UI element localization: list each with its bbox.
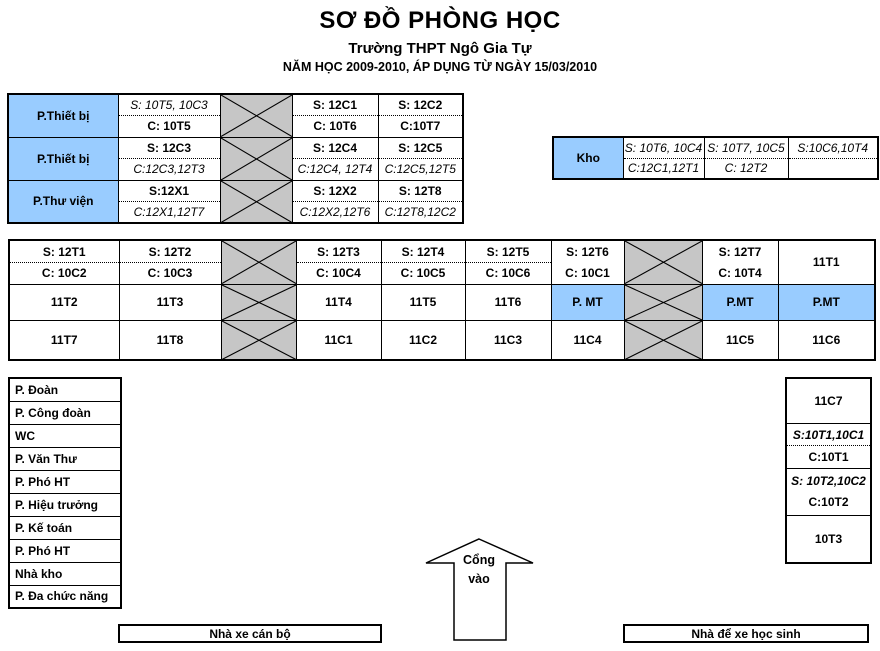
schedule-cell [551, 240, 624, 284]
gate-label [433, 551, 525, 589]
classroom-cell: 11T2 [9, 284, 119, 320]
schedule-cell [118, 137, 220, 180]
morning-schedule: S:10T1,10C1 [787, 424, 870, 446]
cross-pattern-icon [221, 95, 292, 137]
afternoon-schedule: C: 10C5 [400, 266, 446, 280]
classroom-cell: 11C4 [551, 320, 624, 360]
cross-pattern-icon [222, 285, 296, 320]
classroom-cell: 11C3 [465, 320, 551, 360]
office-item: P. Công đoàn [9, 401, 121, 424]
office-item: P. Đoàn [9, 378, 121, 401]
schedule-cell [702, 240, 778, 284]
classroom-cell: 10T3 [786, 515, 871, 563]
gate-label-line1: Cổng [463, 553, 495, 567]
classroom-cell: 11C7 [786, 378, 871, 423]
schedule-cell [118, 180, 220, 223]
afternoon-schedule: C:10T2 [808, 495, 849, 510]
afternoon-schedule: C:12X2,12T6 [299, 204, 371, 219]
morning-schedule: S: 12T3 [297, 241, 381, 263]
cross-pattern-icon [625, 321, 702, 360]
schedule-cell [296, 240, 381, 284]
schedule-cell [378, 94, 463, 137]
student-parking-box: Nhà để xe học sinh [623, 624, 869, 643]
afternoon-schedule: C:12C3,12T3 [133, 162, 205, 176]
school-name: Trường THPT Ngô Gia Tự [348, 40, 532, 57]
afternoon-schedule: C: 10T4 [718, 265, 762, 280]
blocked-cell [221, 320, 296, 360]
morning-schedule: S: 12C4 [293, 138, 378, 159]
page-title: SƠ ĐỒ PHÒNG HỌC [319, 7, 561, 34]
afternoon-schedule: C: 12T2 [724, 161, 768, 175]
afternoon-schedule: C: 10C1 [565, 265, 610, 280]
afternoon-schedule: C: 10C6 [485, 266, 531, 280]
morning-schedule: S: 10T7, 10C5 [705, 139, 788, 159]
cross-pattern-icon [625, 241, 702, 284]
classroom-cell: 11T7 [9, 320, 119, 360]
room-thu-vien: P.Thư viện [8, 180, 118, 223]
computer-room-cell: P.MT [778, 284, 875, 320]
office-item: P. Văn Thư [9, 447, 121, 470]
schedule-cell [788, 137, 878, 179]
schedule-cell [292, 180, 378, 223]
cross-pattern-icon [625, 285, 702, 320]
morning-schedule: S:10C6,10T4 [789, 139, 878, 159]
schedule-cell [381, 240, 465, 284]
staff-parking-box: Nhà xe cán bộ [118, 624, 382, 643]
classroom-cell: 11T4 [296, 284, 381, 320]
morning-schedule: S: 10T6, 10C4 [624, 139, 704, 159]
computer-room-cell: P.MT [702, 284, 778, 320]
classroom-cell: 11T5 [381, 284, 465, 320]
computer-room-cell: P. MT [551, 284, 624, 320]
room-thiet-bi-2: P.Thiết bị [8, 137, 118, 180]
blocked-cell [220, 94, 292, 137]
room-kho: Kho [553, 137, 623, 179]
cross-pattern-icon [221, 138, 292, 180]
morning-schedule: S: 12T4 [382, 241, 465, 263]
schedule-cell [786, 468, 871, 515]
classroom-cell: 11C1 [296, 320, 381, 360]
classroom-cell: 11T1 [778, 240, 875, 284]
schedule-cell [378, 180, 463, 223]
classroom-cell: 11C5 [702, 320, 778, 360]
classroom-cell: 11T8 [119, 320, 221, 360]
office-list [8, 377, 122, 609]
schedule-cell [704, 137, 788, 179]
blocked-cell [624, 240, 702, 284]
gate-label-line2: vào [468, 572, 490, 586]
cross-pattern-icon [222, 241, 296, 284]
blocked-cell [221, 284, 296, 320]
office-item: P. Đa chức năng [9, 585, 121, 608]
morning-schedule: S: 12T7 [718, 244, 762, 259]
afternoon-schedule [789, 159, 878, 178]
classroom-grid [8, 239, 876, 361]
afternoon-schedule: C:12C1,12T1 [627, 161, 700, 175]
room-thiet-bi-1: P.Thiết bị [8, 94, 118, 137]
blocked-cell [220, 180, 292, 223]
afternoon-schedule: C: 10T5 [147, 119, 191, 134]
afternoon-schedule: C:12C4, 12T4 [297, 162, 373, 176]
classroom-cell: 11T3 [119, 284, 221, 320]
classroom-cell: 11C6 [778, 320, 875, 360]
blocked-cell [624, 320, 702, 360]
morning-schedule: S:12X1 [119, 181, 220, 202]
morning-schedule: S: 12C5 [379, 138, 463, 159]
afternoon-schedule: C: 10T6 [313, 119, 357, 134]
cross-pattern-icon [221, 181, 292, 223]
schedule-cell [118, 94, 220, 137]
morning-schedule: S: 12T6 [566, 244, 609, 259]
morning-schedule: S: 10T5, 10C3 [119, 95, 220, 116]
morning-schedule: S: 12T2 [120, 241, 221, 263]
schedule-cell [292, 94, 378, 137]
schedule-cell [786, 423, 871, 468]
office-item: WC [9, 424, 121, 447]
classroom-cell: 11C2 [381, 320, 465, 360]
office-item: P. Phó HT [9, 539, 121, 562]
schedule-cell [292, 137, 378, 180]
school-year-line: NĂM HỌC 2009-2010, ÁP DỤNG TỪ NGÀY 15/03/2010 [282, 60, 598, 74]
morning-schedule: S: 10T2,10C2 [791, 473, 866, 488]
schedule-cell [465, 240, 551, 284]
storage-room-block [552, 136, 879, 180]
morning-schedule: S: 12T1 [10, 241, 119, 263]
office-item: P. Hiệu trưởng [9, 493, 121, 516]
morning-schedule: S: 12X2 [293, 181, 378, 202]
afternoon-schedule: C:12X1,12T7 [133, 204, 205, 219]
afternoon-schedule: C: 10C3 [147, 266, 193, 280]
schedule-cell [119, 240, 221, 284]
afternoon-schedule: C:10T1 [808, 449, 849, 464]
schedule-cell [9, 240, 119, 284]
cross-pattern-icon [222, 321, 296, 360]
morning-schedule: S: 12T5 [466, 241, 551, 263]
afternoon-schedule: C:12C5,12T5 [384, 162, 456, 176]
schedule-cell [623, 137, 704, 179]
morning-schedule: S: 12C1 [293, 95, 378, 116]
office-item: P. Kế toán [9, 516, 121, 539]
morning-schedule: S: 12T8 [379, 181, 463, 202]
blocked-cell [220, 137, 292, 180]
morning-schedule: S: 12C2 [379, 95, 463, 116]
right-wing-column [785, 377, 872, 564]
afternoon-schedule: C: 10C2 [41, 266, 87, 280]
afternoon-schedule: C:12T8,12C2 [384, 204, 456, 219]
office-item: Nhà kho [9, 562, 121, 585]
afternoon-schedule: C:10T7 [400, 119, 441, 134]
blocked-cell [624, 284, 702, 320]
classroom-cell: 11T6 [465, 284, 551, 320]
schedule-cell [378, 137, 463, 180]
blocked-cell [221, 240, 296, 284]
office-item: P. Phó HT [9, 470, 121, 493]
morning-schedule: S: 12C3 [119, 138, 220, 159]
afternoon-schedule: C: 10C4 [316, 266, 361, 280]
equipment-library-block [7, 93, 464, 224]
